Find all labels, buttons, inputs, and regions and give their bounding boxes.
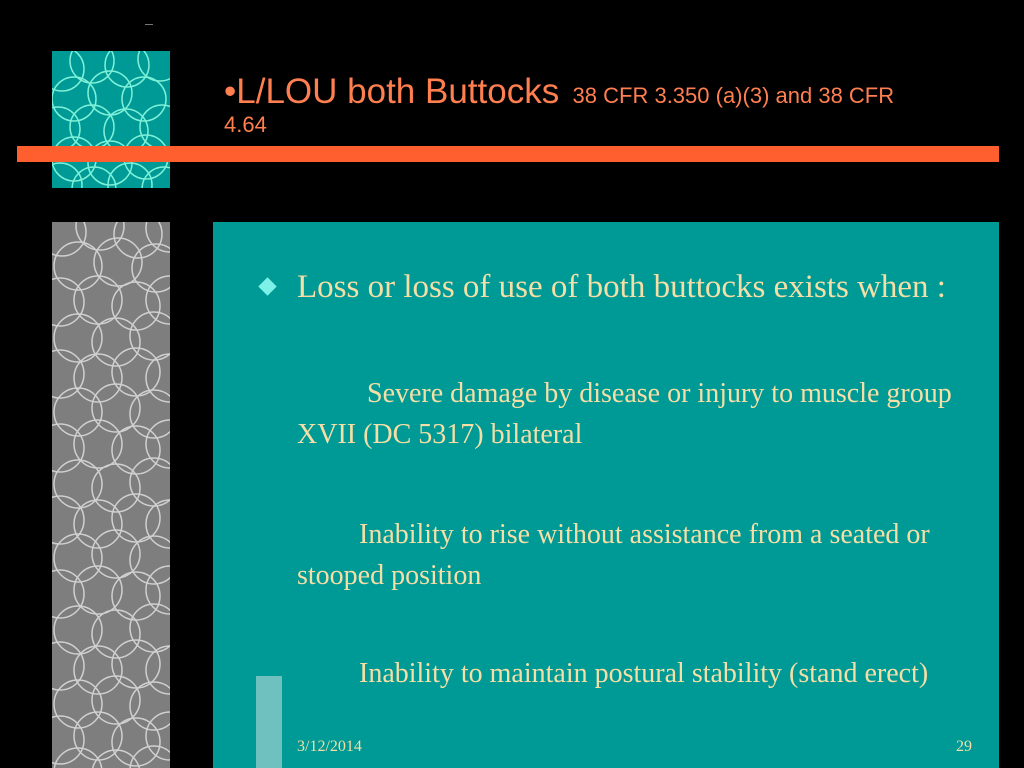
teal-circle-pattern-square [52,51,170,188]
title-reference: 38 CFR 3.350 (a)(3) and 38 CFR [572,83,895,108]
page-number: 29 [956,738,972,755]
criterion-item [297,373,977,455]
title-main: •L/LOU both Buttocks [224,72,560,111]
circle-pattern-icon [52,222,170,768]
criterion-text: Inability to rise without assistance from a seated or stooped position [297,519,930,591]
criterion-item [297,653,977,694]
decorative-tick [145,24,153,25]
criterion-text: Severe damage by disease or injury to muscle group XVII (DC 5317) bilateral [297,378,952,450]
orange-divider-band [17,146,999,162]
criterion-item [297,514,977,596]
title-reference-line2: 4.64 [224,111,267,137]
slide-title [224,74,1014,136]
bullet-text: Loss or loss of use of both buttocks exists when : [297,269,946,305]
circle-pattern-icon [52,51,170,188]
decorative-teal-bar [256,676,282,768]
footer-date: 3/12/2014 [297,738,362,755]
criterion-text: Inability to maintain postural stability (stand erect) [359,658,929,689]
gray-circle-pattern-column [52,222,170,768]
